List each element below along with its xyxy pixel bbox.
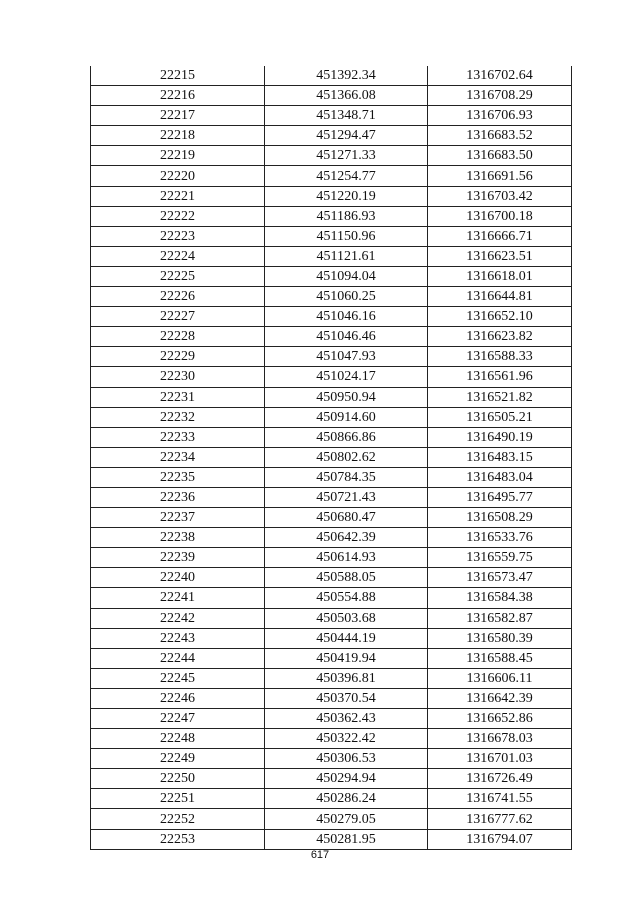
x-coordinate-cell: 450306.53 — [265, 749, 428, 769]
point-id-cell: 22240 — [91, 568, 265, 588]
point-id-cell: 22251 — [91, 789, 265, 809]
x-coordinate-cell: 450396.81 — [265, 668, 428, 688]
table-row — [91, 588, 572, 608]
x-coordinate-cell: 450444.19 — [265, 628, 428, 648]
y-coordinate-cell: 1316580.39 — [428, 628, 572, 648]
table-row — [91, 829, 572, 849]
point-id-cell: 22230 — [91, 367, 265, 387]
table-row — [91, 387, 572, 407]
table-body — [91, 66, 572, 849]
table-row — [91, 106, 572, 126]
x-coordinate-cell: 450322.42 — [265, 729, 428, 749]
point-id-cell: 22249 — [91, 749, 265, 769]
point-id-cell: 22228 — [91, 327, 265, 347]
point-id-cell: 22242 — [91, 608, 265, 628]
y-coordinate-cell: 1316642.39 — [428, 688, 572, 708]
table-row — [91, 447, 572, 467]
y-coordinate-cell: 1316561.96 — [428, 367, 572, 387]
x-coordinate-cell: 450419.94 — [265, 648, 428, 668]
table-row — [91, 146, 572, 166]
point-id-cell: 22234 — [91, 447, 265, 467]
y-coordinate-cell: 1316483.15 — [428, 447, 572, 467]
x-coordinate-cell: 450802.62 — [265, 447, 428, 467]
x-coordinate-cell: 451024.17 — [265, 367, 428, 387]
y-coordinate-cell: 1316573.47 — [428, 568, 572, 588]
y-coordinate-cell: 1316505.21 — [428, 407, 572, 427]
point-id-cell: 22253 — [91, 829, 265, 849]
point-id-cell: 22244 — [91, 648, 265, 668]
point-id-cell: 22239 — [91, 548, 265, 568]
x-coordinate-cell: 450362.43 — [265, 709, 428, 729]
x-coordinate-cell: 450286.24 — [265, 789, 428, 809]
coordinate-table — [90, 66, 572, 850]
table-row — [91, 86, 572, 106]
x-coordinate-cell: 450914.60 — [265, 407, 428, 427]
table-row — [91, 749, 572, 769]
table-row — [91, 608, 572, 628]
y-coordinate-cell: 1316703.42 — [428, 186, 572, 206]
x-coordinate-cell: 451294.47 — [265, 126, 428, 146]
point-id-cell: 22237 — [91, 508, 265, 528]
point-id-cell: 22229 — [91, 347, 265, 367]
x-coordinate-cell: 451271.33 — [265, 146, 428, 166]
table-row — [91, 327, 572, 347]
y-coordinate-cell: 1316588.45 — [428, 648, 572, 668]
table-row — [91, 668, 572, 688]
x-coordinate-cell: 450784.35 — [265, 467, 428, 487]
table-row — [91, 528, 572, 548]
x-coordinate-cell: 450588.05 — [265, 568, 428, 588]
point-id-cell: 22223 — [91, 226, 265, 246]
point-id-cell: 22235 — [91, 467, 265, 487]
point-id-cell: 22227 — [91, 307, 265, 327]
y-coordinate-cell: 1316652.10 — [428, 307, 572, 327]
coordinate-table-container — [90, 66, 571, 850]
x-coordinate-cell: 451046.46 — [265, 327, 428, 347]
point-id-cell: 22221 — [91, 186, 265, 206]
point-id-cell: 22246 — [91, 688, 265, 708]
table-row — [91, 769, 572, 789]
y-coordinate-cell: 1316495.77 — [428, 487, 572, 507]
y-coordinate-cell: 1316588.33 — [428, 347, 572, 367]
y-coordinate-cell: 1316666.71 — [428, 226, 572, 246]
y-coordinate-cell: 1316683.52 — [428, 126, 572, 146]
table-row — [91, 688, 572, 708]
y-coordinate-cell: 1316584.38 — [428, 588, 572, 608]
x-coordinate-cell: 451060.25 — [265, 287, 428, 307]
table-row — [91, 206, 572, 226]
point-id-cell: 22233 — [91, 427, 265, 447]
point-id-cell: 22245 — [91, 668, 265, 688]
table-row — [91, 226, 572, 246]
y-coordinate-cell: 1316623.82 — [428, 327, 572, 347]
point-id-cell: 22231 — [91, 387, 265, 407]
x-coordinate-cell: 450721.43 — [265, 487, 428, 507]
y-coordinate-cell: 1316683.50 — [428, 146, 572, 166]
point-id-cell: 22252 — [91, 809, 265, 829]
table-row — [91, 287, 572, 307]
y-coordinate-cell: 1316741.55 — [428, 789, 572, 809]
table-row — [91, 407, 572, 427]
point-id-cell: 22241 — [91, 588, 265, 608]
y-coordinate-cell: 1316700.18 — [428, 206, 572, 226]
x-coordinate-cell: 451366.08 — [265, 86, 428, 106]
point-id-cell: 22250 — [91, 769, 265, 789]
point-id-cell: 22224 — [91, 246, 265, 266]
x-coordinate-cell: 450294.94 — [265, 769, 428, 789]
y-coordinate-cell: 1316483.04 — [428, 467, 572, 487]
table-row — [91, 628, 572, 648]
table-row — [91, 467, 572, 487]
point-id-cell: 22217 — [91, 106, 265, 126]
table-row — [91, 307, 572, 327]
table-row — [91, 266, 572, 286]
y-coordinate-cell: 1316652.86 — [428, 709, 572, 729]
table-row — [91, 568, 572, 588]
y-coordinate-cell: 1316559.75 — [428, 548, 572, 568]
y-coordinate-cell: 1316582.87 — [428, 608, 572, 628]
y-coordinate-cell: 1316623.51 — [428, 246, 572, 266]
point-id-cell: 22243 — [91, 628, 265, 648]
point-id-cell: 22236 — [91, 487, 265, 507]
x-coordinate-cell: 450279.05 — [265, 809, 428, 829]
point-id-cell: 22222 — [91, 206, 265, 226]
point-id-cell: 22225 — [91, 266, 265, 286]
x-coordinate-cell: 451254.77 — [265, 166, 428, 186]
x-coordinate-cell: 450680.47 — [265, 508, 428, 528]
point-id-cell: 22232 — [91, 407, 265, 427]
x-coordinate-cell: 451220.19 — [265, 186, 428, 206]
y-coordinate-cell: 1316606.11 — [428, 668, 572, 688]
x-coordinate-cell: 451392.34 — [265, 66, 428, 86]
y-coordinate-cell: 1316702.64 — [428, 66, 572, 86]
x-coordinate-cell: 450370.54 — [265, 688, 428, 708]
table-row — [91, 789, 572, 809]
x-coordinate-cell: 451094.04 — [265, 266, 428, 286]
y-coordinate-cell: 1316706.93 — [428, 106, 572, 126]
point-id-cell: 22247 — [91, 709, 265, 729]
x-coordinate-cell: 451348.71 — [265, 106, 428, 126]
y-coordinate-cell: 1316794.07 — [428, 829, 572, 849]
point-id-cell: 22219 — [91, 146, 265, 166]
table-row — [91, 548, 572, 568]
page-number: 617 — [310, 849, 330, 861]
table-row — [91, 246, 572, 266]
x-coordinate-cell: 451046.16 — [265, 307, 428, 327]
y-coordinate-cell: 1316618.01 — [428, 266, 572, 286]
table-row — [91, 186, 572, 206]
y-coordinate-cell: 1316521.82 — [428, 387, 572, 407]
table-row — [91, 809, 572, 829]
table-row — [91, 648, 572, 668]
x-coordinate-cell: 450866.86 — [265, 427, 428, 447]
y-coordinate-cell: 1316726.49 — [428, 769, 572, 789]
x-coordinate-cell: 450554.88 — [265, 588, 428, 608]
point-id-cell: 22215 — [91, 66, 265, 86]
point-id-cell: 22216 — [91, 86, 265, 106]
table-row — [91, 427, 572, 447]
table-row — [91, 487, 572, 507]
point-id-cell: 22238 — [91, 528, 265, 548]
x-coordinate-cell: 451121.61 — [265, 246, 428, 266]
y-coordinate-cell: 1316777.62 — [428, 809, 572, 829]
y-coordinate-cell: 1316533.76 — [428, 528, 572, 548]
table-row — [91, 126, 572, 146]
table-row — [91, 709, 572, 729]
x-coordinate-cell: 450281.95 — [265, 829, 428, 849]
y-coordinate-cell: 1316708.29 — [428, 86, 572, 106]
y-coordinate-cell: 1316678.03 — [428, 729, 572, 749]
point-id-cell: 22220 — [91, 166, 265, 186]
table-row — [91, 66, 572, 86]
x-coordinate-cell: 450642.39 — [265, 528, 428, 548]
y-coordinate-cell: 1316490.19 — [428, 427, 572, 447]
y-coordinate-cell: 1316701.03 — [428, 749, 572, 769]
point-id-cell: 22248 — [91, 729, 265, 749]
table-row — [91, 729, 572, 749]
y-coordinate-cell: 1316691.56 — [428, 166, 572, 186]
x-coordinate-cell: 451150.96 — [265, 226, 428, 246]
y-coordinate-cell: 1316508.29 — [428, 508, 572, 528]
table-row — [91, 508, 572, 528]
point-id-cell: 22226 — [91, 287, 265, 307]
x-coordinate-cell: 450503.68 — [265, 608, 428, 628]
x-coordinate-cell: 450614.93 — [265, 548, 428, 568]
point-id-cell: 22218 — [91, 126, 265, 146]
x-coordinate-cell: 451047.93 — [265, 347, 428, 367]
x-coordinate-cell: 451186.93 — [265, 206, 428, 226]
table-row — [91, 347, 572, 367]
y-coordinate-cell: 1316644.81 — [428, 287, 572, 307]
table-row — [91, 166, 572, 186]
table-row — [91, 367, 572, 387]
x-coordinate-cell: 450950.94 — [265, 387, 428, 407]
